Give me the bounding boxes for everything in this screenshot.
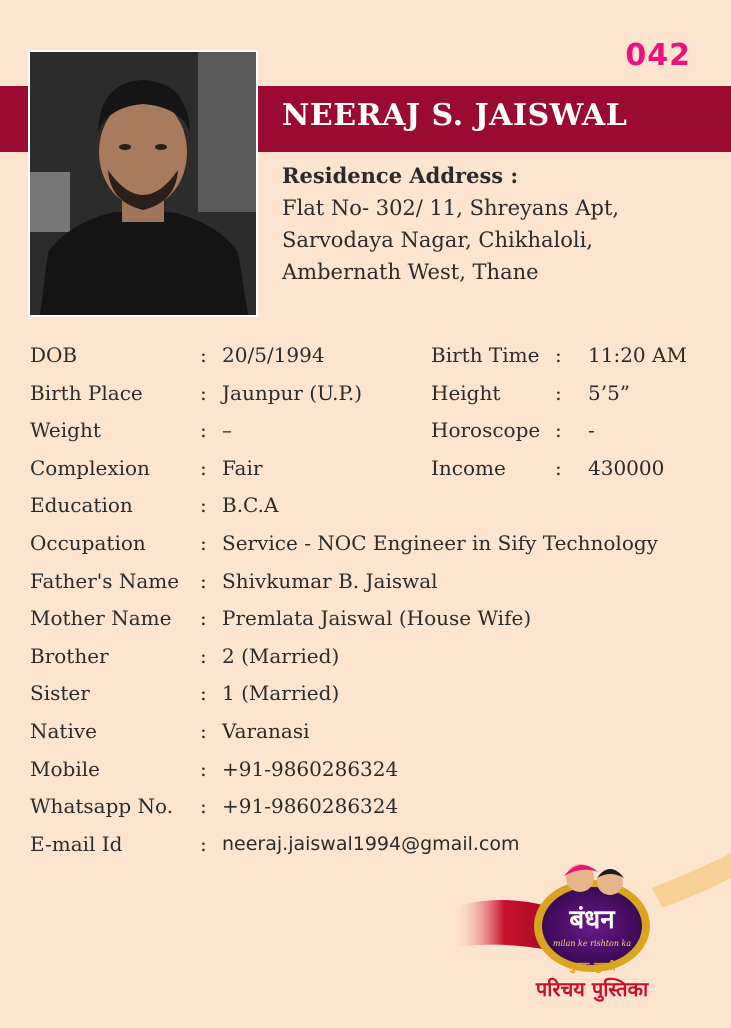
detail-label: Height [431, 380, 501, 405]
detail-value: B.C.A [222, 493, 279, 518]
detail-value: 5’5” [588, 380, 631, 405]
detail-label: Brother [30, 643, 109, 668]
detail-value: Shivkumar B. Jaiswal [222, 568, 438, 593]
detail-label: Weight [30, 418, 101, 443]
detail-row-birth-place [30, 378, 710, 416]
detail-colon: : [200, 794, 207, 819]
detail-colon: : [555, 455, 562, 480]
detail-label: Birth Place [30, 380, 143, 405]
detail-value: neeraj.jaiswal1994@gmail.com [222, 832, 520, 855]
detail-value: Fair [222, 455, 263, 480]
detail-row-mobile [30, 754, 710, 792]
detail-row-dob [30, 340, 710, 378]
detail-colon: : [200, 756, 207, 781]
logo-subtitle: युवक-युवती [568, 960, 616, 973]
detail-colon: : [200, 643, 207, 668]
detail-colon: : [200, 455, 207, 480]
profile-photo [28, 50, 258, 317]
detail-value: 430000 [588, 455, 665, 480]
detail-row-brother [30, 641, 710, 679]
detail-colon: : [200, 831, 207, 856]
detail-label: Mobile [30, 756, 100, 781]
detail-colon: : [200, 568, 207, 593]
address-line: Ambernath West, Thane [282, 260, 539, 284]
detail-row-whatsapp [30, 791, 710, 829]
detail-colon: : [200, 718, 207, 743]
person-silhouette-icon [30, 52, 256, 315]
detail-label: Father's Name [30, 568, 180, 593]
detail-value: Jaunpur (U.P.) [222, 380, 363, 405]
detail-row-occupation [30, 528, 710, 566]
profile-number: 042 [625, 38, 691, 73]
address-line: Sarvodaya Nagar, Chikhaloli, [282, 228, 593, 252]
detail-value: Varanasi [222, 718, 310, 743]
detail-value: +91-9860286324 [222, 794, 399, 819]
detail-label: DOB [30, 343, 78, 367]
detail-value: Premlata Jaiswal (House Wife) [222, 606, 532, 631]
details-table [30, 340, 710, 866]
detail-colon: : [200, 380, 207, 405]
detail-label: Mother Name [30, 606, 172, 631]
detail-colon: : [200, 343, 207, 367]
detail-label: Income [431, 455, 506, 480]
detail-value: - [588, 418, 595, 443]
detail-value: 1 (Married) [222, 681, 340, 706]
detail-row-native [30, 716, 710, 754]
detail-value: 11:20 AM [588, 343, 687, 367]
address-line: Flat No- 302/ 11, Shreyans Apt, [282, 196, 620, 220]
detail-colon: : [200, 530, 207, 555]
detail-row-fathers-name [30, 566, 710, 604]
address-label: Residence Address : [282, 163, 519, 188]
detail-row-sister [30, 678, 710, 716]
logo-brand-text: बंधन [569, 905, 615, 935]
detail-row-weight [30, 415, 710, 453]
candidate-name: NEERAJ S. JAISWAL [282, 98, 628, 133]
detail-row-complexion [30, 453, 710, 491]
detail-label: E-mail Id [30, 831, 123, 856]
detail-label: Horoscope [431, 418, 541, 443]
detail-colon: : [555, 343, 562, 367]
detail-value: 2 (Married) [222, 643, 340, 668]
detail-value: Service - NOC Engineer in Sify Technology [222, 530, 658, 555]
detail-label: Birth Time [431, 343, 540, 367]
bandhan-logo-emblem-icon [452, 848, 731, 1024]
detail-colon: : [200, 606, 207, 631]
detail-value: – [222, 418, 232, 443]
detail-colon: : [200, 493, 207, 518]
detail-label: Complexion [30, 455, 150, 480]
detail-value: 20/5/1994 [222, 343, 325, 367]
detail-colon: : [555, 418, 562, 443]
detail-row-mother-name [30, 603, 710, 641]
detail-value: +91-9860286324 [222, 756, 399, 781]
detail-colon: : [555, 380, 562, 405]
detail-label: Whatsapp No. [30, 794, 174, 819]
detail-row-education [30, 490, 710, 528]
detail-label: Native [30, 718, 97, 743]
bandhan-logo [452, 848, 731, 1024]
logo-book-title: परिचय पुस्तिका [535, 977, 649, 1001]
detail-colon: : [200, 418, 207, 443]
detail-colon: : [200, 681, 207, 706]
detail-label: Occupation [30, 530, 146, 555]
detail-label: Sister [30, 681, 90, 706]
residence-address [282, 160, 619, 288]
logo-tagline: milan ke rishton ka [552, 939, 632, 948]
detail-label: Education [30, 493, 133, 518]
